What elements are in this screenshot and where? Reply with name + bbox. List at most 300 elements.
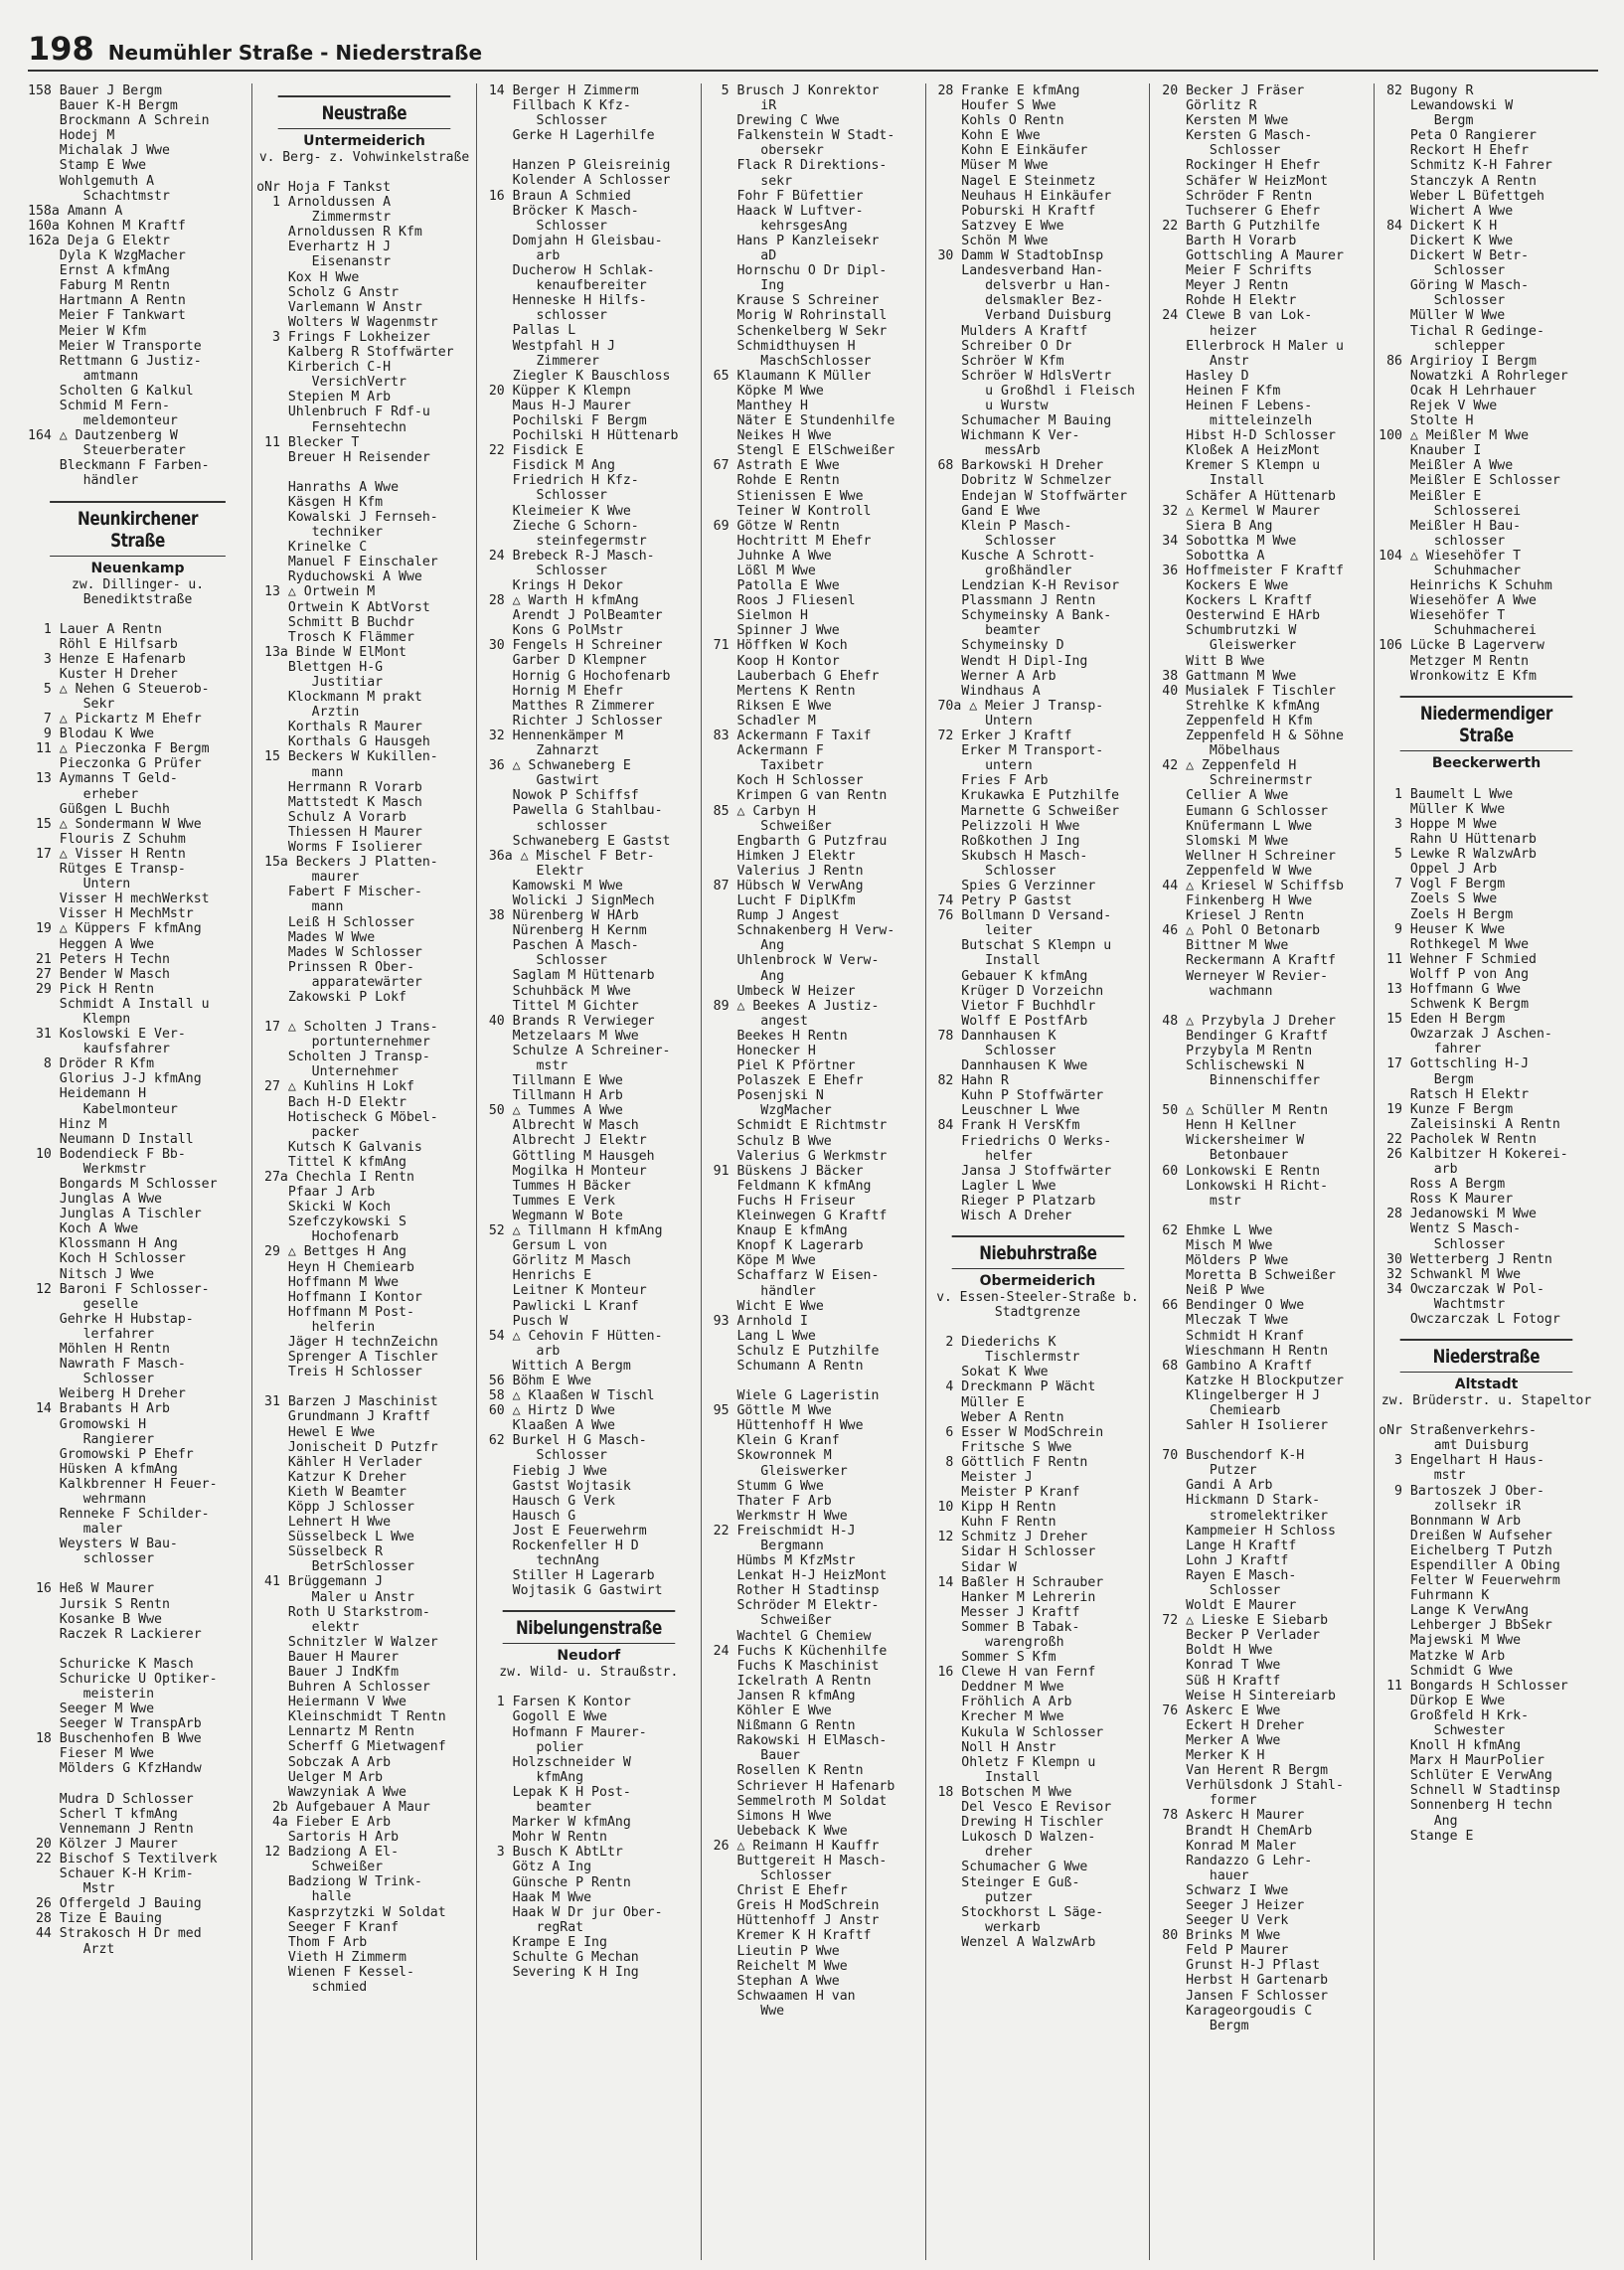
entry-line: Oppel J Arb [1379,862,1498,878]
entry-line: 32 Hennenkämper M [480,728,623,743]
entry-line: Pfaar J Arb [256,1185,376,1201]
entry-line: Gebauer K kfmAng [929,968,1088,984]
entry-line: Becker P Verlader [1154,1628,1321,1644]
entry-line: Lonkowski H Richt- [1154,1178,1329,1194]
entry-line: Barth H Vorarb [1154,233,1297,248]
entry-line: Kox H Wwe [256,269,360,285]
entry-line: 42 △ Zeppenfeld H [1154,758,1297,774]
entry-line: Röhl E Hilfsarb [28,636,178,652]
entry-line: Schröder M Elektr- [705,1598,880,1614]
entry-line: 84 Dickert K H [1379,218,1498,234]
entry-line: Sobottka A [1154,548,1265,564]
entry-line: mann [256,899,344,915]
entry-line: Erker M Transport- [929,743,1104,759]
district-name: Beeckerwerth [1431,754,1542,771]
entry-line: 40 Brands R Verwieger [480,1013,655,1029]
entry-line: Owzarzak J Aschen- [1379,1027,1552,1043]
entry-line: Sprenger A Tischler [256,1350,438,1366]
entry-line: Dickert W Betr- [1379,248,1530,264]
entry-line: Fröhlich A Arb [929,1695,1072,1710]
spacer [28,1566,247,1581]
street-heading: Niedermendiger Straße [1400,696,1572,751]
entry-line: 27a Chechla I Rentn [256,1170,414,1185]
entry-line: Greis H ModSchrein [705,1898,880,1914]
entry-line: 9 Blodau K Wwe [28,727,155,742]
entry-line: Trosch K Flämmer [256,629,414,645]
entry-line: 84 Frank H VersKfm [929,1118,1080,1134]
entry-line: 67 Astrath E Wwe [705,458,840,474]
entry-line: Krecher M Wwe [929,1709,1064,1725]
entry-line: Grundmann J Kraftf [256,1409,430,1425]
entry-line: Ryduchowski A Wwe [256,569,422,585]
entry-line: Sartoris H Arb [256,1830,400,1846]
entry-line: Schlosser [480,218,607,234]
entry-line: steinfegermstr [480,533,647,549]
entry-line: Schlosser [705,1868,832,1884]
entry-line: 38 Gattmann M Wwe [1154,668,1297,684]
entry-line: Schmidt H Kranf [1154,1328,1305,1344]
entry-line: Simons H Wwe [705,1808,832,1824]
entry-line: Hartmann A Rentn [28,293,186,309]
spacer [28,1642,247,1657]
entry-line: Bergmann [705,1539,824,1553]
entry-line: Vietor F Buchhdlr [929,998,1096,1014]
entry-line: Weise H Sintereiarb [1154,1688,1336,1703]
entry-line: Görlitz M Masch [480,1253,631,1269]
entry-line: Stienissen E Wwe [705,488,864,504]
entry-line: 19 Kunze F Bergm [1379,1101,1514,1117]
entry-line: Zeppenfeld W Wwe [1154,863,1313,879]
entry-line: 13 △ Ortwein M [256,584,376,600]
entry-line: Stange E [1379,1828,1474,1844]
entry-line: Klempn [28,1011,131,1027]
entry-line: Junglas A Tischler [28,1207,202,1222]
entry-line: 31 Koslowski E Ver- [28,1027,186,1043]
entry-line: mstr [1154,1193,1241,1209]
entry-line: Görlitz R [1154,98,1257,114]
street-heading: Nibelungenstraße [503,1610,675,1644]
entry-line: Schmid M Fern- [28,398,170,413]
entry-line: portunternehmer [256,1035,430,1051]
entry-line: Lieutin P Wwe [705,1943,840,1959]
entry-line: Mölders G KfzHandw [28,1761,202,1777]
entry-line: Satzvey E Wwe [929,218,1064,234]
entry-line: Wronkowitz E Kfm [1379,668,1537,684]
entry-line: Ocak H Lehrhauer [1379,383,1537,399]
entry-line: Lang L Wwe [705,1328,816,1344]
page-number: 198 [28,30,94,68]
entry-line: Landesverband Han- [929,263,1104,279]
entry-line: 20 Küpper K Klempn [480,383,631,399]
entry-line: Breuer H Reisender [256,449,430,465]
entry-line: meisterin [28,1687,155,1702]
street-range: v. Berg- z. Vohwinkelstraße [258,150,470,165]
entry-line: 8 Göttlich F Rentn [929,1454,1088,1470]
entry-line: Stengl E ElSchweißer [705,443,895,459]
entry-line: Schulz A Vorarb [256,809,406,825]
entry-line: 40 Musialek F Tischler [1154,683,1336,699]
entry-line: 30 Fengels H Schreiner [480,638,663,654]
entry-line: 3 Busch K AbtLtr [480,1845,623,1861]
entry-line: Gleiswerker [705,1463,848,1479]
entry-line: arb [480,247,561,263]
entry-line: 29 Pick H Rentn [28,981,155,997]
entry-line: Renneke F Schilder- [28,1507,210,1523]
entry-line: Kähler H Verlader [256,1454,422,1470]
spacer [256,465,472,480]
entry-line: Sommer S Kfm [929,1650,1056,1666]
entry-line: Gerke H Lagerhilfe [480,128,655,144]
entry-line: 4 Dreckmann P Wächt [929,1379,1096,1395]
entry-line: Piel K Pförtner [705,1058,856,1074]
entry-line: Knauber I [1379,443,1482,459]
entry-line: packer [256,1124,360,1140]
entry-line: Wolff E PostfArb [929,1013,1088,1029]
entry-line: Heinen F Lebens- [1154,398,1313,413]
entry-line: Hotischeck G Möbel- [256,1109,438,1125]
entry-line: Heiermann V Wwe [256,1695,406,1710]
entry-line: Herrmann R Vorarb [256,779,422,795]
entry-line: Umbeck W Heizer [705,983,856,999]
entry-line: 60 Lonkowski E Rentn [1154,1163,1321,1179]
entry-line: Unternehmer [256,1064,400,1080]
entry-line: Dobritz W Schmelzer [929,473,1112,489]
entry-line: zollsekr iR [1379,1498,1522,1514]
entry-line: Gastst Wojtasik [480,1478,631,1494]
entry-line: 17 Gottschling H-J [1379,1056,1530,1072]
entry-line: Mleczak T Wwe [1154,1313,1289,1329]
entry-line: 65 Klaumann K Müller [705,368,872,384]
entry-line: Schuricke K Masch [28,1656,194,1672]
entry-line: Kleinwegen G Kraftf [705,1209,888,1224]
entry-line: 80 Brinks M Wwe [1154,1928,1281,1944]
entry-line: Schulz E Putzhilfe [705,1343,880,1359]
entry-line: Scholz G Anstr [256,284,400,300]
entry-line: 62 Ehmke L Wwe [1154,1222,1273,1238]
entry-line: 50 △ Tummes A Wwe [480,1103,623,1119]
entry-line: Matthes R Zimmerer [480,698,655,714]
entry-line: 93 Arnhold I [705,1313,808,1329]
entry-line: Feldmann K kfmAng [705,1178,872,1194]
entry-line: Reichelt M Wwe [705,1958,848,1974]
entry-line: Göttling M Hausgeh [480,1148,655,1164]
entry-line: Rothkegel M Wwe [1379,936,1530,952]
entry-line: Schlosser [480,953,607,969]
entry-line: Albrecht W Masch [480,1118,639,1134]
entry-line: 22 Bischof S Textilverk [28,1851,218,1866]
entry-line: Jonischeit D Putzfr [256,1439,438,1455]
entry-line: 104 △ Wiesehöfer T [1379,548,1522,564]
entry-line: Badziong W Trink- [256,1874,422,1890]
entry-line: Rakowski H ElMasch- [705,1733,888,1749]
entry-line: Schlosserei [1379,503,1522,519]
entry-line: Hausch G Verk [480,1493,615,1509]
entry-line: 41 Brüggemann J [256,1574,384,1590]
entry-line: Dyla K WzgMacher [28,248,186,264]
entry-line: 20 Becker J Fräser [1154,83,1305,98]
entry-line: 32 Schwankl M Wwe [1379,1266,1522,1282]
entry-line: Eichelberg T Putzh [1379,1542,1552,1558]
entry-line: Kersten M Wwe [1154,113,1289,129]
entry-line: Dickert K Wwe [1379,233,1514,248]
entry-line: Schuhmacher [1379,564,1522,578]
entry-line: Meister P Kranf [929,1485,1080,1501]
entry-line: Vieth H Zimmerm [256,1949,406,1965]
entry-line: Betonbauer [1154,1148,1289,1164]
entry-line: Hornig G Hochofenarb [480,668,671,684]
entry-line: Hochofenarb [256,1229,400,1245]
entry-line: Kuhn P Stoffwärter [929,1088,1104,1104]
entry-line: Hüttenhoff H Wwe [705,1418,864,1434]
entry-line: Krampe E Ing [480,1934,607,1950]
entry-line: Holzschneider W [480,1754,631,1770]
entry-line: Deddner M Wwe [929,1680,1064,1696]
entry-line: Schachtmstr [28,188,170,204]
entry-line: Wolters W Wagenmstr [256,314,438,330]
entry-line: Werner A Arb [929,668,1056,684]
entry-line: Patolla E Wwe [705,578,840,594]
entry-line: 69 Götze W Rentn [705,518,840,534]
street-range: zw. Wild- u. Straußstr. [499,1665,679,1681]
entry-line: Taxibetr [705,758,824,774]
entry-line: Raczek R Lackierer [28,1626,202,1642]
entry-line: 8 Dröder R Kfm [28,1056,155,1072]
entry-line: technAng [480,1553,599,1569]
entry-line: Manuel F Einschaler [256,555,438,570]
entry-line: Pelizzoli H Wwe [929,818,1080,834]
entry-line: Schlosser [1154,143,1281,159]
entry-line: 27 Bender W Masch [28,966,170,982]
entry-line: Gand E Wwe [929,503,1041,519]
entry-line: Schumann A Rentn [705,1358,864,1374]
entry-line: Wolicki J SignMech [480,892,655,908]
entry-line: Lucht F DiplKfm [705,893,856,909]
entry-line: Heggen A Wwe [28,936,155,952]
entry-line: Herbst H Gartenarb [1154,1973,1329,1989]
entry-line: Teiner W Kontroll [705,503,872,519]
entry-line: 26 △ Reimann H Kauffr [705,1838,880,1854]
entry-line: putzer [929,1889,1033,1905]
entry-line: Bonnmann W Arb [1379,1513,1522,1529]
entry-line: Manthey H [705,398,808,413]
entry-line: Kons G PolMstr [480,623,623,639]
entry-line: Fries F Arb [929,773,1049,789]
entry-line: halle [256,1889,352,1905]
entry-line: fahrer [1379,1042,1482,1057]
entry-line: Kukula W Schlosser [929,1724,1104,1740]
entry-line: Zimmerer [480,353,599,369]
entry-line: 6 Esser W ModSchrein [929,1424,1104,1440]
entry-line: 83 Ackermann F Taxif [705,729,872,744]
spacer [1154,999,1370,1014]
entry-line: 34 Owczarczak W Pol- [1379,1281,1544,1297]
entry-line: Spinner J Wwe [705,623,840,639]
entry-line: Hümbs M KfzMstr [705,1553,856,1569]
entry-line: Henrichs E [480,1268,592,1284]
entry-line: 82 Bugony R [1379,83,1474,98]
entry-line: Zakowski P Lokf [256,989,406,1005]
entry-line: Schäfer A Hüttenarb [1154,488,1336,504]
entry-line: Kalkbrenner H Feuer- [28,1476,218,1492]
entry-line: Möhlen H Rentn [28,1342,170,1358]
entry-line: erheber [28,786,139,802]
entry-line: Wenzel A WalzwArb [929,1934,1096,1950]
entry-line: Siera B Ang [1154,518,1273,534]
entry-line: Sidar H Schlosser [929,1544,1096,1560]
entry-line: Schreiber O Dr [929,338,1072,354]
entry-line: 14 Brabants H Arb [28,1401,170,1417]
entry-line: Meißler A Wwe [1379,458,1514,474]
entry-line: aD [705,248,777,264]
entry-line: Valerius J Rentn [705,863,864,879]
entry-line: Mogilka H Monteur [480,1163,647,1179]
entry-line: Flouris Z Schuhm [28,831,186,847]
entry-line: Michalak J Wwe [28,143,170,159]
entry-line: Stockhorst L Säge- [929,1904,1104,1920]
entry-line: Blettgen H-G [256,659,384,675]
spacer [706,1374,921,1388]
entry-line: Himken J Elektr [705,848,856,864]
entry-line: Poburski H Kraftf [929,203,1096,219]
entry-line: 22 Pacholek W Rentn [1379,1131,1537,1147]
entry-line: Fernsehtechn [256,419,406,435]
entry-line: Zahnarzt [480,743,599,759]
entry-line: 12 Baroni F Schlosser- [28,1281,210,1297]
entry-line: Eckert H Dreher [1154,1717,1305,1733]
entry-line: Posenjski N [705,1088,824,1104]
entry-line: 85 △ Carbyn H [705,803,816,819]
entry-line: 16 Clewe H van Fernf [929,1665,1096,1681]
entry-line: Schenkelberg W Sekr [705,323,888,339]
entry-line: Nawrath F Masch- [28,1357,186,1373]
entry-line: 82 Hahn R [929,1073,1009,1089]
entry-line: Rockinger H Ehefr [1154,158,1321,174]
entry-line: Westpfahl H J [480,338,615,354]
entry-line: Schmidt E Richtmstr [705,1118,888,1134]
entry-line: Lepak K H Post- [480,1784,631,1800]
entry-line: werkarb [929,1919,1041,1935]
entry-line: 11 Bongards H Schlosser [1379,1678,1568,1694]
entry-line: Seeger M Wwe [28,1702,155,1717]
street-heading: Niebuhrstraße [951,1235,1123,1269]
entry-line: helferin [256,1319,376,1335]
entry-line: Kersten G Masch- [1154,128,1313,144]
entry-line: Schriever H Hafenarb [705,1778,895,1794]
street-heading: Neustraße [278,95,450,129]
entry-line: Noll H Anstr [929,1739,1056,1755]
entry-line: 22 Freischmidt H-J [705,1523,856,1539]
entry-line: Schlosser [1154,1583,1281,1598]
entry-line: Hanzen P Gleisreinig [480,158,671,174]
entry-line: mitteleinzelh [1154,413,1313,429]
entry-line: lerfahrer [28,1326,155,1342]
street-range: Benediktstraße [82,591,193,607]
entry-line: Scholten J Transp- [256,1050,430,1065]
entry-line: Wickersheimer W [1154,1133,1305,1149]
entry-line: 34 Sobottka M Wwe [1154,533,1297,549]
entry-line: Wohlgemuth A [28,173,155,189]
entry-line: Schön M Wwe [929,233,1049,248]
entry-line: Dreißen W Aufseher [1379,1528,1552,1543]
entry-line: Maler u Anstr [256,1589,414,1605]
entry-line: 15 Beckers W Kukillen- [256,749,438,765]
entry-line: Binnenschiffer [1154,1073,1321,1089]
entry-line: Valerius G Werkmstr [705,1148,888,1164]
entry-line: Köpke M Wwe [705,383,824,399]
entry-line: Ross K Maurer [1379,1192,1514,1208]
entry-line: Rockenfeller H D [480,1539,639,1553]
entry-line: 18 Botschen M Wwe [929,1784,1072,1800]
entry-line: Tillmann E Wwe [480,1073,623,1089]
entry-line: händler [28,473,139,489]
entry-line: 14 Baßler H Schrauber [929,1574,1104,1590]
entry-line: Woldt E Maurer [1154,1598,1297,1614]
entry-line: Lehnert H Wwe [256,1515,392,1531]
entry-line: Felter W Feuerwehrm [1379,1573,1560,1589]
entry-line: Schlosser [1379,293,1506,309]
district-name: Neudorf [557,1648,621,1665]
entry-line: Schumacher G Wwe [929,1860,1088,1875]
entry-line: Junglas A Wwe [28,1192,162,1208]
entry-line: Neuhaus H Einkäufer [929,188,1112,204]
entry-line: Bergm [1379,1071,1474,1087]
entry-line: Konrad T Wwe [1154,1658,1281,1674]
entry-line: Schnell W Stadtinsp [1379,1783,1560,1799]
entry-line: sekr [705,173,793,189]
entry-line: Fuchs K Maschinist [705,1658,880,1674]
entry-line: Klein P Masch- [929,518,1072,534]
entry-line: Schlosser [480,113,607,129]
entry-line: 78 Askerc H Maurer [1154,1808,1305,1824]
entry-line: Schweißer [256,1860,384,1875]
entry-line: Bongards M Schlosser [28,1177,218,1192]
entry-line: Nürenberg H Kernm [480,923,647,939]
entry-line: schlosser [480,308,607,324]
entry-line: mann [256,764,344,780]
entry-line: Garber D Klempner [480,653,647,669]
entry-line: messArb [929,443,1041,459]
entry-line: 7 Vogl F Bergm [1379,877,1506,892]
spacer [481,143,697,158]
spacer [930,1320,1146,1335]
entry-line: Kockers E Wwe [1154,578,1289,594]
entry-line: Krimpen G van Rentn [705,788,888,804]
entry-line: Verhülsdonk J Stahl- [1154,1778,1344,1794]
entry-line: 76 Askerc E Wwe [1154,1702,1281,1718]
entry-line: Mertens K Rentn [705,683,856,699]
entry-line: 68 Gambino A Kraftf [1154,1358,1313,1374]
entry-line: helfer [929,1148,1033,1164]
entry-line: Fuchs H Friseur [705,1193,856,1209]
entry-line: Krüger D Vorzeichn [929,983,1104,999]
entry-line: elektr [256,1619,360,1635]
entry-line: Schlosser [929,1044,1056,1058]
entry-line: Heyn H Chemiearb [256,1259,414,1275]
entry-line: Wiele G Lageristin [705,1388,880,1404]
entry-line: Zoels H Bergm [1379,906,1514,922]
entry-line: Steinger E Guß- [929,1874,1080,1890]
entry-line: Meier F Schrifts [1154,263,1313,279]
entry-line: Tillmann H Arb [480,1088,623,1104]
entry-line: 17 △ Visser H Rentn [28,846,186,862]
entry-line: Bauer K-H Bergm [28,98,178,114]
column-3 [476,83,701,2260]
entry-line: Lehberger J BbSekr [1379,1618,1552,1634]
entry-line: Heinrichs K Schuhm [1379,578,1552,594]
entry-line: 3 Hoppe M Wwe [1379,816,1498,832]
entry-line: 66 Bendinger O Wwe [1154,1298,1305,1314]
entry-line: 4a Fieber E Arb [256,1814,392,1830]
